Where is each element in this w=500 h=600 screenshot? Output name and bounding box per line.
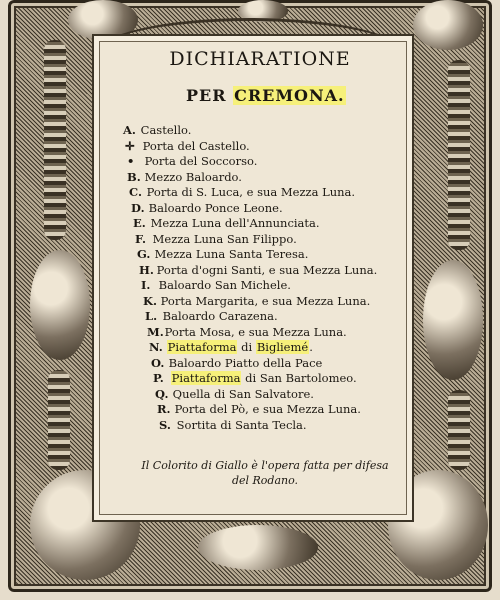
legend-highlight: Piattaforma	[167, 340, 237, 354]
legend-key: E.	[133, 216, 146, 230]
legend-text: Porta Margarita, e sua Mezza Luna.	[160, 293, 371, 308]
legend-text: di	[237, 340, 256, 354]
subtitle-city-highlight: CREMONA.	[234, 86, 345, 105]
legend-item-highlighted	[123, 340, 413, 356]
legend-list	[123, 123, 413, 433]
legend-text: Mezza Luna San Filippo.	[152, 231, 297, 246]
legend-key: S.	[159, 417, 171, 432]
legend-item	[123, 154, 413, 170]
legend-item-highlighted	[123, 371, 413, 387]
footnote-line: del Rodano.	[231, 474, 299, 487]
legend-text: Porta Mosa, e sua Mezza Luna.	[164, 324, 347, 339]
legend-item	[123, 325, 413, 341]
footnote-line: Il Colorito di Giallo è l'opera fatta per difesa	[141, 459, 389, 472]
legend-key: M.	[147, 324, 164, 339]
legend-key: G.	[137, 247, 151, 261]
legend-key: •	[127, 154, 135, 168]
legend-item	[123, 263, 413, 279]
legend-key: Q.	[155, 386, 169, 401]
legend-item	[123, 216, 413, 232]
legend-text: Porta del Soccorso.	[144, 154, 258, 168]
legend-text: Baloardo San Michele.	[158, 278, 291, 292]
legend-item	[123, 356, 413, 372]
garland-left-lower-ornament	[48, 370, 70, 470]
legend-highlight: Piattaforma	[171, 371, 241, 385]
legend-item	[123, 387, 413, 403]
legend-item	[123, 185, 413, 201]
cherub-left-ornament	[30, 250, 90, 360]
legend-text: Baloardo Carazena.	[162, 309, 278, 323]
legend-item	[123, 139, 413, 155]
legend-text: di San Bartolomeo.	[241, 371, 357, 385]
legend-text: Porta d'ogni Santi, e sua Mezza Luna.	[156, 262, 378, 277]
legend-text: Mezza Luna dell'Annunciata.	[150, 216, 320, 230]
legend-highlight: Bigliemé	[256, 340, 309, 354]
legend-key: F.	[135, 231, 147, 246]
subtitle-prefix: PER	[186, 86, 227, 105]
legend-text: Castello.	[140, 123, 192, 137]
shell-bottom-center-ornament	[198, 525, 318, 570]
legend-item	[123, 247, 413, 263]
legend-item	[123, 294, 413, 310]
legend-key: L.	[145, 309, 158, 323]
legend-key: ✛	[125, 138, 135, 153]
legend-key: N.	[149, 340, 163, 354]
garland-left-ornament	[44, 40, 66, 240]
legend-key: I.	[141, 278, 151, 292]
legend-item	[123, 123, 413, 139]
legend-key: P.	[153, 371, 164, 385]
legend-item	[123, 170, 413, 186]
legend-item	[123, 402, 413, 418]
legend-text: Quella di San Salvatore.	[172, 386, 314, 401]
legend-key: C.	[129, 185, 142, 199]
legend-text: Sortita di Santa Tecla.	[176, 417, 307, 432]
page-title: DICHIARATIONE	[169, 48, 351, 70]
legend-item	[123, 232, 413, 248]
legend-item	[123, 418, 413, 434]
legend-item	[123, 309, 413, 325]
legend-text: Porta del Pò, e sua Mezza Luna.	[174, 402, 361, 416]
legend-text: Baloardo Ponce Leone.	[148, 200, 283, 215]
legend-text: Porta del Castello.	[142, 138, 250, 153]
legend-key: O.	[151, 355, 165, 370]
cherub-top-right-ornament	[413, 0, 483, 50]
legend-text: .	[309, 340, 313, 354]
legend-key: B.	[127, 169, 141, 184]
garland-right-lower-ornament	[448, 390, 470, 470]
legend-key: K.	[143, 293, 157, 308]
legend-text: Porta di S. Luca, e sua Mezza Luna.	[146, 185, 356, 199]
legend-key: A.	[123, 123, 136, 137]
legend-key: D.	[131, 200, 145, 215]
legend-key: R.	[157, 402, 171, 416]
legend-item	[123, 201, 413, 217]
legend-text: Baloardo Piatto della Pace	[168, 355, 323, 370]
legend-key: H.	[139, 262, 154, 277]
legend-text: Mezzo Baloardo.	[144, 169, 242, 184]
legend-item	[123, 278, 413, 294]
cherub-right-ornament	[423, 260, 483, 380]
garland-right-ornament	[448, 60, 470, 250]
footnote	[130, 458, 400, 488]
legend-text: Mezza Luna Santa Teresa.	[154, 247, 309, 261]
page-subtitle	[186, 86, 346, 105]
